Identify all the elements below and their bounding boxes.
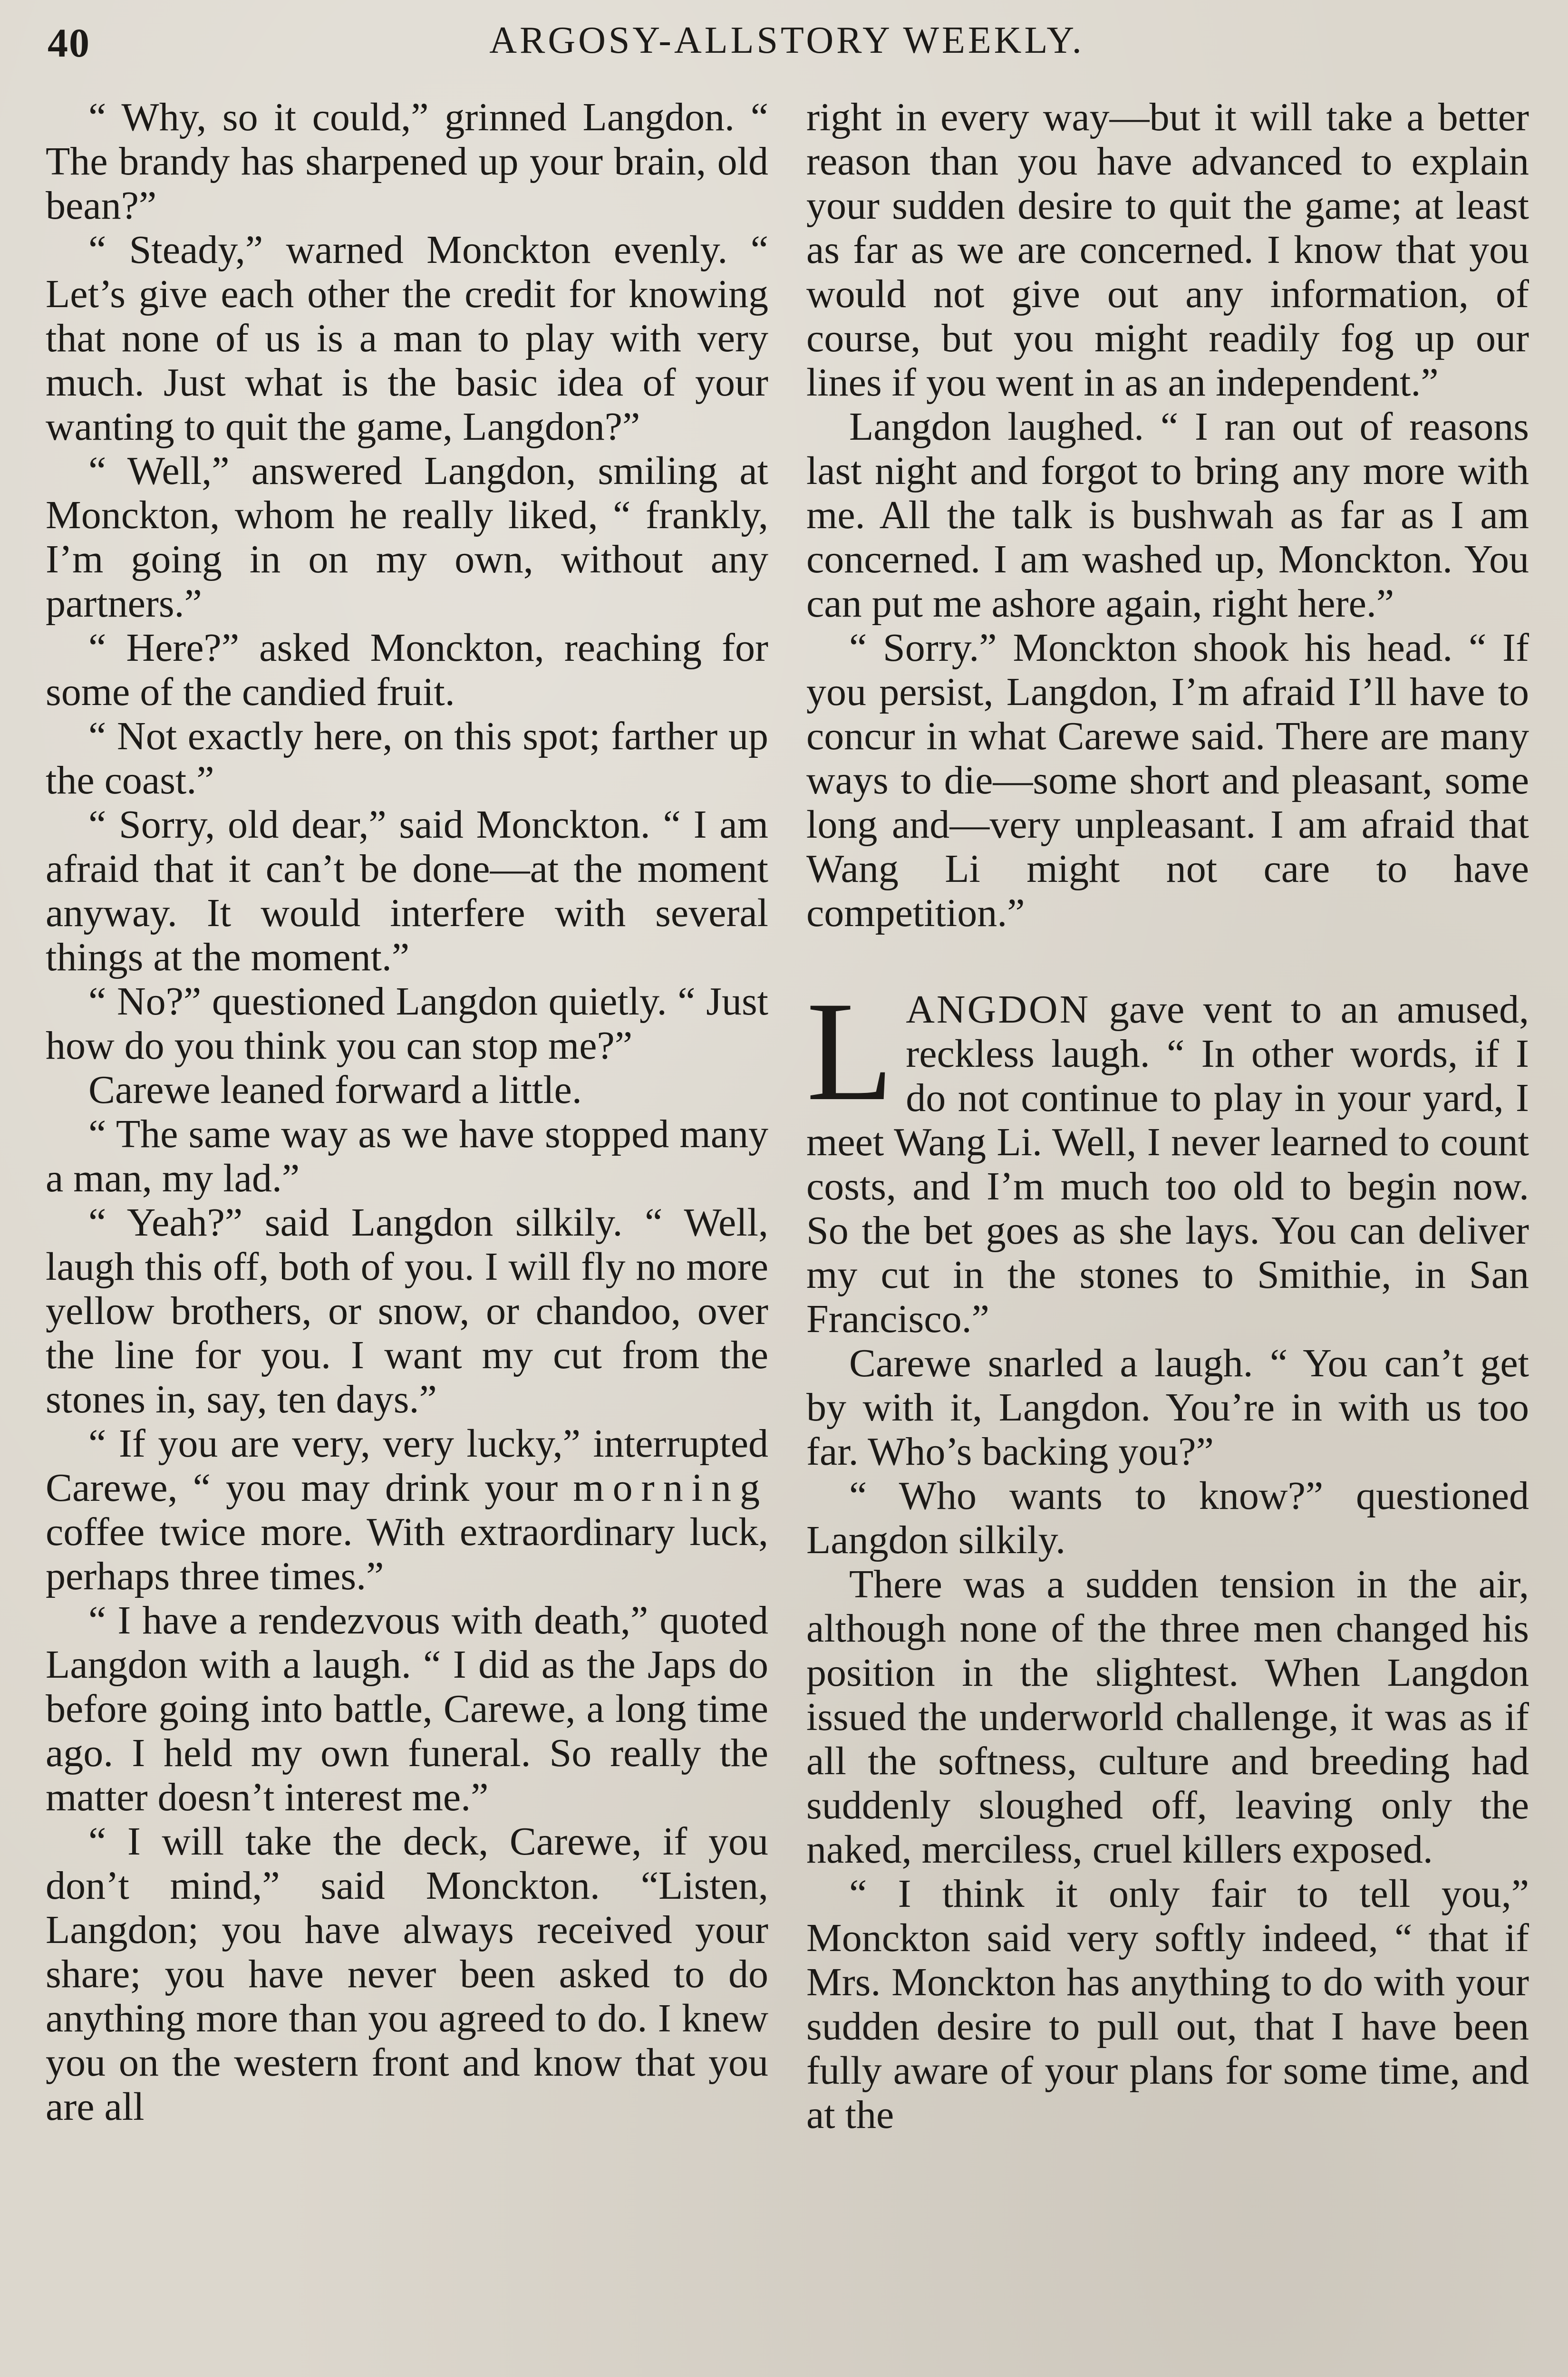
paragraph: “ Here?” asked Monckton, reaching for some of the candied fruit.	[46, 626, 768, 714]
paragraph: “ Steady,” warned Monckton evenly. “ Let’s give each other the credit for knowing that none of us is a man to play with very much. Just what is the basic idea of your wanting to quit the game, Langdon?”	[46, 228, 768, 449]
paragraph: “ I have a rendezvous with death,” quoted Langdon with a laugh. “ I did as the Japs do before going into battle, Carewe, a long time ago. I held my own funeral. So really the matter doesn’t interest me.”	[46, 1598, 768, 1819]
paragraph: Langdon laughed. “ I ran out of reasons last night and forgot to bring any more with me. All the talk is bushwah as far as I am concerned. I am washed up, Monckton. You can put me ashore again, right here.”	[806, 405, 1529, 626]
section-opening-paragraph	[806, 972, 1529, 1341]
paragraph: There was a sudden tension in the air, although none of the three men changed his position in the slightest. When Langdon issued the underworld challenge, it was as if all the softness, culture and breeding had suddenly sloughed off, leaving only the naked, merciless, cruel killers exposed.	[806, 1562, 1529, 1872]
paragraph: “ Not exactly here, on this spot; farther up the coast.”	[46, 714, 768, 802]
paragraph: “ Why, so it could,” grinned Langdon. “ The brandy has sharpened up your brain, old bean?”	[46, 95, 768, 228]
paragraph: Carewe leaned forward a little.	[88, 1068, 582, 1112]
right-column	[806, 95, 1529, 2137]
drop-cap: L	[806, 972, 894, 1130]
paragraph: Carewe snarled a laugh. “ You can’t get by with it, Langdon. You’re in with us too far. Who’s backing you?”	[806, 1341, 1529, 1474]
paragraph: “ Who wants to know?” questioned Langdon silkily.	[806, 1474, 1529, 1562]
paragraph: “ No?” questioned Langdon quietly. “ Just how do you think you can stop me?”	[46, 979, 768, 1068]
paragraph-text: coffee twice more. With extraordinary luck, perhaps three times.”	[46, 1510, 768, 1598]
paragraph: “ Sorry, old dear,” said Monckton. “ I am afraid that it can’t be done—at the moment anyway. It would interfere with several things at the moment.”	[46, 802, 768, 979]
paragraph: “ The same way as we have stopped many a man, my lad.”	[46, 1112, 768, 1200]
paragraph-text: “ If you are very, very lucky,” interrupted Carewe, “ you may drink your	[46, 1421, 768, 1510]
page-number: 40	[48, 20, 90, 66]
paragraph: “ Sorry.” Monckton shook his head. “ If you persist, Langdon, I’m afraid I’ll have to concur in what Carewe said. There are many ways to die—some short and pleasant, some long and—very unpleasant. I am afraid that Wang Li might not care to have competition.”	[806, 626, 1529, 935]
emphasized-word: morning	[573, 1466, 768, 1510]
paragraph: “ Yeah?” said Langdon silkily. “ Well, laugh this off, both of you. I will fly no more yellow brothers, or snow, or chandoo, over the line for you. I want my cut from the stones in, say, ten days.”	[46, 1200, 768, 1421]
left-column	[46, 95, 768, 2129]
lead-word: ANGDON	[906, 987, 1091, 1032]
paragraph-text: gave vent to an amused, reckless laugh. “ In other words, if I do not continue to play in your yard, I meet Wang Li. Well, I never learned to count costs, and I’m much too old to begin now. So the bet goes as she lays. You can deliver my cut in the stones to Smithie, in San Francisco.”	[806, 987, 1529, 1341]
paragraph: “ I will take the deck, Carewe, if you don’t mind,” said Monckton. “Listen, Langdon; you have always received your share; you have never been asked to do anything more than you agreed to do. I knew you on the western front and know that you are all	[46, 1819, 768, 2129]
paragraph: right in every way—but it will take a better reason than you have advanced to explain your sudden desire to quit the game; at least as far as we are concerned. I know that you would not give out any information, of course, but you might readily fog up our lines if you went in as an independent.”	[806, 95, 1529, 405]
page-header	[48, 19, 1526, 76]
paragraph: “ Well,” answered Langdon, smiling at Monckton, whom he really liked, “ frankly, I’m going in on my own, without any partners.”	[46, 449, 768, 626]
running-head: ARGOSY-ALLSTORY WEEKLY.	[489, 19, 1084, 61]
paragraph	[46, 1421, 768, 1598]
paragraph: “ I think it only fair to tell you,” Monckton said very softly indeed, “ that if Mrs. Monckton has anything to do with your sudden desire to pull out, that I have been fully aware of your plans for some time, and at the	[806, 1872, 1529, 2137]
